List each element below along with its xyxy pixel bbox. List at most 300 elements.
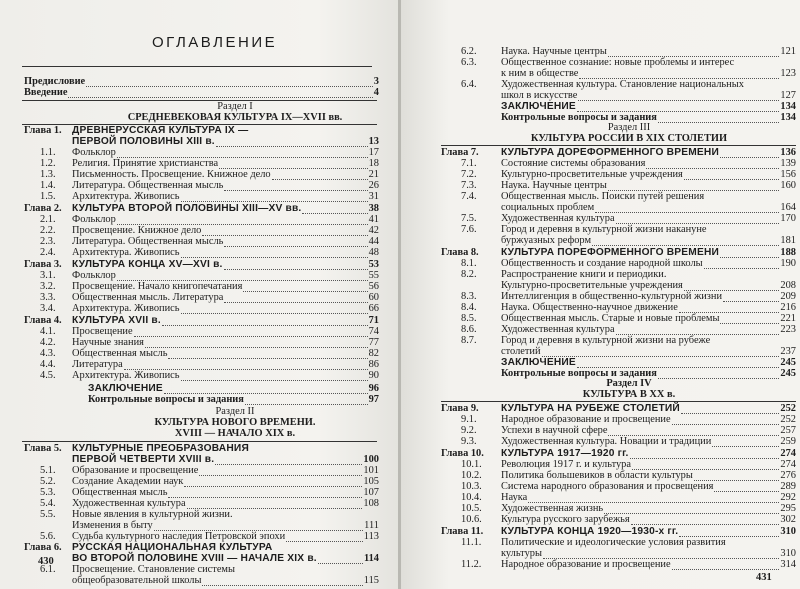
leader-dots — [168, 350, 367, 359]
toc-entry[interactable] — [461, 269, 796, 280]
entry-number: 1.4. — [40, 180, 56, 191]
entry-number: 1.2. — [40, 158, 56, 169]
entry-title: Общественное сознание: новые проблемы и интерес — [501, 57, 735, 68]
leader-dots — [595, 204, 779, 213]
entry-title: Архитектура. Живопись — [72, 303, 180, 314]
entry-page: 221 — [780, 313, 796, 324]
chapter-number: Глава 4. — [24, 315, 62, 326]
entry-title: Введение — [24, 87, 68, 98]
leader-dots — [579, 70, 779, 79]
chapter-title: ВО ВТОРОЙ ПОЛОВИНЕ XVIII — НАЧАЛЕ XIX в. — [72, 553, 317, 564]
entry-title: социальных проблем — [501, 202, 595, 213]
entry-title: Успехи в научной сфере — [501, 425, 608, 436]
entry-number: 1.1. — [40, 147, 56, 158]
entry-number: 9.1. — [461, 414, 477, 425]
entry-page: 252 — [780, 414, 796, 425]
leader-dots — [181, 249, 368, 258]
divider — [441, 401, 796, 402]
chapter-page: 38 — [368, 203, 379, 214]
entry-number: 5.4. — [40, 498, 56, 509]
chapter-1-line2[interactable] — [72, 136, 379, 147]
toc-entry[interactable] — [461, 414, 796, 425]
toc-entry[interactable] — [40, 303, 379, 314]
entry-page: 42 — [368, 225, 379, 236]
leader-dots — [164, 385, 368, 394]
toc-entry[interactable] — [40, 465, 379, 476]
toc-entry-cont[interactable] — [501, 280, 796, 291]
toc-entry[interactable] — [461, 213, 796, 224]
questions-entry[interactable] — [88, 394, 379, 405]
toc-entry-preface[interactable] — [24, 76, 379, 87]
toc-entry[interactable] — [461, 481, 796, 492]
toc-entry[interactable] — [40, 214, 379, 225]
toc-entry[interactable] — [40, 359, 379, 370]
toc-entry[interactable] — [40, 270, 379, 281]
entry-title: Культурно-просветительные учреждения — [501, 280, 683, 291]
entry-page: 31 — [368, 191, 379, 202]
entry-page: 156 — [780, 169, 796, 180]
chapter-page: 71 — [368, 315, 379, 326]
chapter-5-line1[interactable] — [24, 443, 379, 454]
entry-page: 108 — [363, 498, 379, 509]
chapter-page: 114 — [363, 553, 379, 564]
entry-page: 26 — [368, 180, 379, 191]
entry-page: 60 — [368, 292, 379, 303]
toc-entry[interactable] — [461, 291, 796, 302]
entry-page: 3 — [373, 76, 379, 87]
toc-entry-cont[interactable] — [501, 235, 796, 246]
entry-title: Контрольные вопросы и задания — [88, 394, 244, 405]
entry-page: 55 — [368, 270, 379, 281]
leader-dots — [592, 237, 779, 246]
entry-page: 56 — [368, 281, 379, 292]
toc-entry-introduction[interactable] — [24, 87, 379, 98]
page-number-left-visible: 430 — [38, 556, 54, 567]
divider — [22, 441, 377, 442]
toc-entry[interactable] — [40, 147, 379, 158]
toc-entry-cont[interactable] — [501, 90, 796, 101]
leader-dots — [672, 561, 780, 570]
toc-entry[interactable] — [40, 180, 379, 191]
chapter-title: КУЛЬТУРНЫЕ ПРЕОБРАЗОВАНИЯ — [72, 443, 249, 454]
entry-title: Контрольные вопросы и задания — [501, 368, 657, 379]
entry-page: 208 — [780, 280, 796, 291]
divider — [441, 145, 796, 146]
entry-number: 6.3. — [461, 57, 477, 68]
leader-dots — [68, 89, 372, 98]
toc-entry[interactable] — [40, 509, 379, 520]
leader-dots — [181, 305, 368, 314]
toc-entry[interactable] — [461, 191, 796, 202]
toc-entry[interactable] — [40, 487, 379, 498]
entry-title: Культура русского зарубежья — [501, 514, 630, 525]
section-title: СРЕДНЕВЕКОВАЯ КУЛЬТУРА IX—XVII вв. — [127, 112, 343, 123]
leader-dots — [243, 283, 367, 292]
entry-title: Архитектура. Живопись — [72, 370, 180, 381]
entry-page: 216 — [780, 302, 796, 313]
leader-dots — [631, 516, 780, 525]
entry-title: Система народного образования и просвещения — [501, 481, 714, 492]
entry-page: 90 — [368, 370, 379, 381]
entry-page: 209 — [780, 291, 796, 302]
entry-page: 86 — [368, 359, 379, 370]
leader-dots — [616, 215, 780, 224]
entry-page: 115 — [363, 575, 379, 586]
section-label: Раздел IV — [606, 378, 652, 389]
section-2-heading — [120, 406, 350, 439]
section-1-heading — [120, 101, 350, 123]
entry-title: Новые явления в культурной жизни. — [72, 509, 233, 520]
leader-dots — [216, 138, 368, 147]
chapter-title: КУЛЬТУРА ДОРЕФОРМЕННОГО ВРЕМЕНИ — [501, 147, 719, 158]
entry-number: 2.2. — [40, 225, 56, 236]
chapter-number: Глава 11. — [441, 526, 484, 537]
entry-number: 7.4. — [461, 191, 477, 202]
toc-entry[interactable] — [40, 292, 379, 303]
toc-entry-cont[interactable] — [501, 202, 796, 213]
entry-page: 123 — [780, 68, 796, 79]
entry-page: 4 — [373, 87, 379, 98]
entry-title: Город и деревня в культурной жизни на рубеже — [501, 335, 711, 346]
entry-title: Научные знания — [72, 337, 144, 348]
entry-page: 111 — [364, 520, 379, 531]
entry-page: 139 — [780, 158, 796, 169]
chapter-5-line2[interactable] — [72, 454, 379, 465]
entry-title: Художественная культура. Становление национальных — [501, 79, 744, 90]
entry-title: Литература. Общественная мысль — [72, 236, 224, 247]
toc-entry-cont[interactable] — [72, 520, 379, 531]
entry-page: 295 — [780, 503, 796, 514]
entry-number: 10.2. — [461, 470, 482, 481]
right-page — [401, 0, 800, 589]
leader-dots — [145, 339, 368, 348]
entry-page: 160 — [780, 180, 796, 191]
leader-dots — [684, 171, 780, 180]
entry-page: 274 — [780, 459, 796, 470]
toc-entry[interactable] — [461, 57, 796, 68]
toc-entry[interactable] — [461, 514, 796, 525]
toc-entry-cont[interactable] — [501, 346, 796, 357]
entry-page: 170 — [780, 213, 796, 224]
chapter-number: Глава 8. — [441, 247, 479, 258]
entry-title: Город и деревня в культурной жизни накануне — [501, 224, 707, 235]
entry-title: Общественность и создание народной школы — [501, 258, 703, 269]
entry-title: столетий — [501, 346, 541, 357]
toc-entry[interactable] — [40, 348, 379, 359]
leader-dots — [528, 494, 779, 503]
leader-dots — [578, 92, 779, 101]
leader-dots — [302, 205, 367, 214]
entry-page: 223 — [780, 324, 796, 335]
leader-dots — [134, 328, 368, 337]
leader-dots — [154, 522, 363, 531]
chapter-page: 100 — [363, 454, 379, 465]
entry-number: 4.3. — [40, 348, 56, 359]
entry-title: Общественная мысль — [72, 348, 168, 359]
toc-entry[interactable] — [461, 492, 796, 503]
entry-number: 8.2. — [461, 269, 477, 280]
entry-number: 8.4. — [461, 302, 477, 313]
entry-page: 77 — [368, 337, 379, 348]
entry-title: Изменения в быту — [72, 520, 153, 531]
toc-entry[interactable] — [40, 158, 379, 169]
leader-dots — [162, 317, 368, 326]
entry-number: 2.3. — [40, 236, 56, 247]
leader-dots — [181, 193, 368, 202]
entry-number: 7.2. — [461, 169, 477, 180]
entry-number: 5.1. — [40, 465, 56, 476]
conclusion-entry[interactable] — [501, 101, 796, 112]
leader-dots — [245, 396, 368, 405]
entry-page: 21 — [368, 169, 379, 180]
entry-number: 10.4. — [461, 492, 482, 503]
leader-dots — [604, 505, 779, 514]
toc-entry[interactable] — [461, 559, 796, 570]
toc-entry[interactable] — [461, 46, 796, 57]
entry-page: 18 — [368, 158, 379, 169]
toc-entry[interactable] — [461, 313, 796, 324]
entry-title: Просвещение. Начало книгопечатания — [72, 281, 243, 292]
leader-dots — [577, 103, 780, 112]
toc-entry[interactable] — [40, 370, 379, 381]
leader-dots — [694, 472, 780, 481]
entry-title: Просвещение. Книжное дело — [72, 225, 202, 236]
toc-entry[interactable] — [461, 436, 796, 447]
toc-entry[interactable] — [461, 324, 796, 335]
leader-dots — [679, 304, 780, 313]
entry-page: 44 — [368, 236, 379, 247]
toc-entry[interactable] — [461, 158, 796, 169]
entry-title: Судьба культурного наследия Петровской эпохи — [72, 531, 286, 542]
entry-title: Наука. Научные центры — [501, 180, 607, 191]
entry-number: 6.2. — [461, 46, 477, 57]
entry-number: 3.1. — [40, 270, 56, 281]
page-number-right: 431 — [756, 572, 772, 583]
toc-entry[interactable] — [461, 425, 796, 436]
entry-title: Образование и просвещение — [72, 465, 199, 476]
leader-dots — [86, 78, 373, 87]
chapter-6-line2[interactable] — [72, 553, 379, 564]
chapter-number: Глава 5. — [24, 443, 62, 454]
entry-number: 11.1. — [461, 537, 482, 548]
leader-dots — [630, 450, 780, 459]
chapter-6-line1[interactable] — [24, 542, 379, 553]
entry-number: 1.5. — [40, 191, 56, 202]
toc-entry[interactable] — [40, 169, 379, 180]
entry-page: 181 — [780, 235, 796, 246]
entry-title: Контрольные вопросы и задания — [501, 112, 657, 123]
entry-number: 10.3. — [461, 481, 482, 492]
chapter-4[interactable] — [24, 315, 379, 326]
entry-title: Революция 1917 г. и культура — [501, 459, 631, 470]
entry-page: 314 — [780, 559, 796, 570]
entry-number: 4.1. — [40, 326, 56, 337]
leader-dots — [684, 282, 780, 291]
chapter-page: 188 — [780, 247, 796, 258]
entry-page: 107 — [363, 487, 379, 498]
toc-entry-cont[interactable] — [501, 548, 796, 559]
entry-number: 5.3. — [40, 487, 56, 498]
leader-dots — [202, 227, 367, 236]
entry-title: Художественная культура — [501, 324, 615, 335]
toc-entry[interactable] — [461, 302, 796, 313]
toc-entry[interactable] — [40, 337, 379, 348]
entry-number: 6.1. — [40, 564, 56, 575]
entry-title: буржуазных реформ — [501, 235, 592, 246]
chapter-title: КУЛЬТУРА КОНЦА 1920—1930-х гг. — [501, 526, 679, 537]
toc-entry[interactable] — [40, 564, 379, 575]
chapter-7[interactable] — [441, 147, 796, 158]
entry-page: 97 — [368, 394, 379, 405]
leader-dots — [219, 160, 368, 169]
toc-entry[interactable] — [40, 531, 379, 542]
entry-title: Предисловие — [24, 76, 86, 87]
entry-number: 11.2. — [461, 559, 482, 570]
toc-entry[interactable] — [40, 498, 379, 509]
leader-dots — [672, 416, 780, 425]
entry-page: 310 — [780, 548, 796, 559]
chapter-page: 252 — [780, 403, 796, 414]
leader-dots — [202, 577, 362, 586]
entry-title: Фольклор — [72, 147, 116, 158]
toc-entry[interactable] — [461, 180, 796, 191]
chapter-number: Глава 10. — [441, 448, 484, 459]
entry-title: школ в искусстве — [501, 90, 578, 101]
entry-title: Состояние системы образования — [501, 158, 646, 169]
toc-entry[interactable] — [461, 335, 796, 346]
chapter-title: КУЛЬТУРА ВТОРОЙ ПОЛОВИНЫ XIII—XV вв. — [72, 203, 302, 214]
entry-number: 3.4. — [40, 303, 56, 314]
chapter-number: Глава 2. — [24, 203, 62, 214]
entry-page: 164 — [780, 202, 796, 213]
chapter-11[interactable] — [441, 526, 796, 537]
chapter-title: КУЛЬТУРА XVII в. — [72, 315, 161, 326]
section-title: КУЛЬТУРА В XX в. — [582, 389, 676, 400]
chapter-3[interactable] — [24, 259, 379, 270]
entry-page: 302 — [780, 514, 796, 525]
toc-entry[interactable] — [461, 503, 796, 514]
toc-entry[interactable] — [461, 258, 796, 269]
entry-page: 259 — [780, 436, 796, 447]
toc-entry-cont[interactable] — [72, 575, 379, 586]
entry-number: 5.5. — [40, 509, 56, 520]
leader-dots — [543, 550, 779, 559]
entry-title: Фольклор — [72, 214, 116, 225]
entry-title: Общественная мысль. Поиски путей решения — [501, 191, 705, 202]
chapter-number: Глава 6. — [24, 542, 62, 553]
toc-entry[interactable] — [40, 225, 379, 236]
leader-dots — [117, 149, 368, 158]
entry-title: Письменность. Просвещение. Книжное дело — [72, 169, 271, 180]
toc-entry[interactable] — [40, 281, 379, 292]
entry-number: 7.5. — [461, 213, 477, 224]
toc-entry[interactable] — [461, 459, 796, 470]
entry-title: Политические и идеологические условия развития — [501, 537, 726, 548]
entry-title: Просвещение — [72, 326, 133, 337]
toc-entry[interactable] — [461, 224, 796, 235]
entry-page: 121 — [780, 46, 796, 57]
leader-dots — [117, 216, 368, 225]
entry-number: 7.3. — [461, 180, 477, 191]
entry-page: 101 — [363, 465, 379, 476]
leader-dots — [542, 348, 780, 357]
entry-number: 3.3. — [40, 292, 56, 303]
chapter-2[interactable] — [24, 203, 379, 214]
chapter-8[interactable] — [441, 247, 796, 258]
chapter-page: 136 — [780, 147, 796, 158]
leader-dots — [181, 372, 368, 381]
conclusion-entry[interactable] — [88, 383, 379, 394]
entry-title: Архитектура. Живопись — [72, 191, 180, 202]
entry-title: Народное образование и просвещение — [501, 559, 671, 570]
leader-dots — [224, 238, 367, 247]
entry-number: 8.5. — [461, 313, 477, 324]
entry-number: 4.5. — [40, 370, 56, 381]
entry-number: 2.1. — [40, 214, 56, 225]
conclusion-entry[interactable] — [501, 357, 796, 368]
section-label: Раздел III — [607, 122, 651, 133]
leader-dots — [224, 261, 368, 270]
chapter-number: Глава 3. — [24, 259, 62, 270]
chapter-1-line1[interactable] — [24, 125, 379, 136]
toc-entry[interactable] — [461, 79, 796, 90]
toc-entry[interactable] — [40, 247, 379, 258]
entry-number: 8.6. — [461, 324, 477, 335]
chapter-title: ПЕРВОЙ ПОЛОВИНЫ XIII в. — [72, 136, 215, 147]
toc-entry-cont[interactable] — [501, 68, 796, 79]
entry-title: Наука — [501, 492, 528, 503]
leader-dots — [224, 182, 367, 191]
toc-entry[interactable] — [461, 470, 796, 481]
chapter-number: Глава 7. — [441, 147, 479, 158]
entry-number: 4.4. — [40, 359, 56, 370]
entry-number: 2.4. — [40, 247, 56, 258]
entry-page: 190 — [780, 258, 796, 269]
leader-dots — [318, 555, 363, 564]
leader-dots — [681, 405, 779, 414]
entry-title: Политика большевиков в области культуры — [501, 470, 693, 481]
leader-dots — [124, 361, 368, 370]
section-title: КУЛЬТУРА НОВОГО ВРЕМЕНИ. — [154, 417, 316, 428]
entry-number: 3.2. — [40, 281, 56, 292]
entry-page: 66 — [368, 303, 379, 314]
leader-dots — [723, 293, 779, 302]
leader-dots — [187, 500, 363, 509]
leader-dots — [712, 438, 779, 447]
toc-entry[interactable] — [461, 537, 796, 548]
chapter-9[interactable] — [441, 403, 796, 414]
section-4-heading — [539, 378, 719, 400]
entry-title: Художественная жизнь — [501, 503, 604, 514]
toc-entry[interactable] — [40, 326, 379, 337]
entry-number: 5.6. — [40, 531, 56, 542]
leader-dots — [679, 528, 779, 537]
entry-title: к ним в обществе — [501, 68, 579, 79]
chapter-10[interactable] — [441, 448, 796, 459]
toc-entry[interactable] — [461, 169, 796, 180]
leader-dots — [608, 48, 780, 57]
toc-entry[interactable] — [40, 191, 379, 202]
toc-entry[interactable] — [40, 476, 379, 487]
entry-page: 134 — [780, 101, 796, 112]
entry-page: 105 — [363, 476, 379, 487]
leader-dots — [720, 149, 779, 158]
leader-dots — [616, 326, 780, 335]
toc-entry[interactable] — [40, 236, 379, 247]
entry-page: 127 — [780, 90, 796, 101]
entry-title: Просвещение. Становление системы — [72, 564, 235, 575]
leader-dots — [646, 160, 779, 169]
